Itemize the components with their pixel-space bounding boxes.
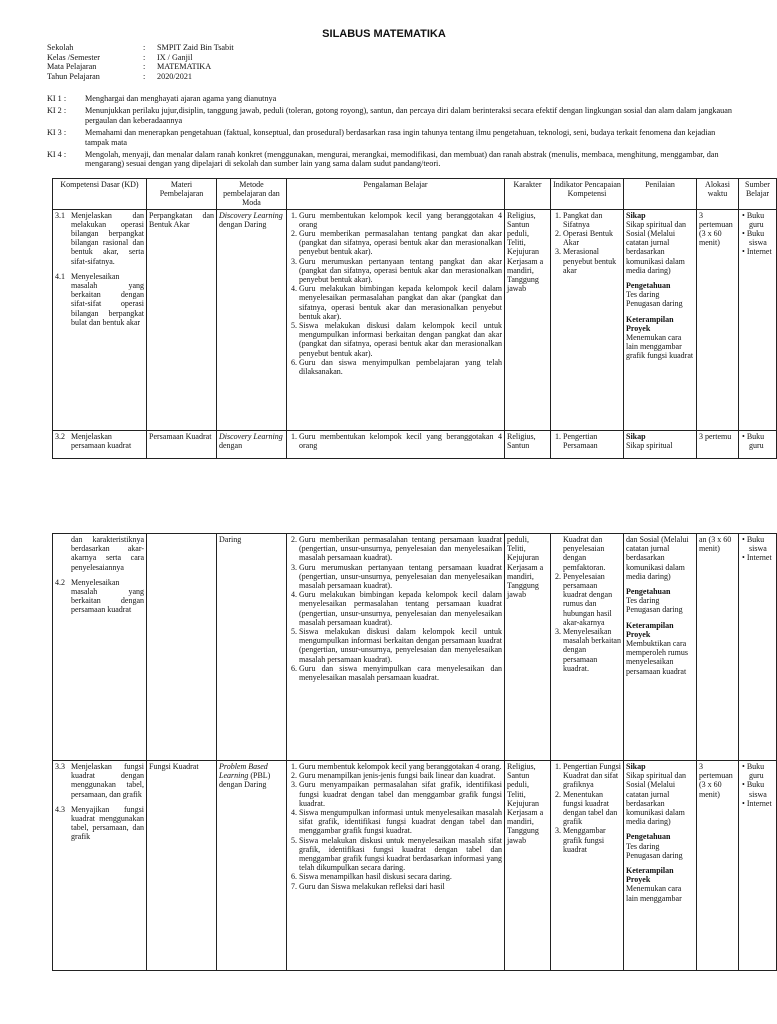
info-key: Kelas /Semester: [47, 52, 100, 62]
metode-italic: Problem Based Learning: [219, 762, 268, 781]
list-item: • Internet: [749, 553, 774, 562]
kd-cell: [53, 430, 147, 458]
info-row: [47, 72, 234, 82]
ki-label: KI 1 :: [47, 94, 67, 103]
kd-text: Menjelaskan persamaan kuadrat: [71, 431, 132, 450]
karakter-cell: Religius, Santun peduli, Teliti, Kejujuran Kerjasam a mandiri, Tanggung jawab: [505, 209, 551, 430]
list-item: 3. Menggambar grafik fungsi kuadrat: [563, 826, 621, 854]
indikator-cell: [551, 209, 624, 430]
ki-item: [47, 94, 737, 103]
penilaian-text: Menemukan cara lain menggambar grafik fungsi kuadrat: [626, 333, 694, 361]
metode-cell: [217, 430, 287, 458]
syllabus-table-page2: [52, 533, 777, 971]
header-kd: Kompetensi Dasar (KD): [53, 179, 147, 210]
table-row: [53, 209, 777, 430]
metode-italic: Discovery Learning: [219, 431, 283, 441]
list-item: • Internet: [749, 799, 774, 808]
sumber-cell: [739, 430, 777, 458]
list-item: 4. Guru melakukan bimbingan kepada kelompok kecil dalam menyelesaikan permasalahan tentang persamaan kuadrat (pengertian, unsur-unsurnya, penyelesaian dan menyelesaikan masalah persamaan kuadrat).: [299, 590, 502, 627]
list-item: 2. Penyelesaian persamaan kuadrat dengan rumus dan hubungan hasil akar-akarnya: [563, 572, 621, 627]
ki-label: KI 4 :: [47, 150, 67, 160]
list-item: • Buku siswa: [749, 780, 774, 798]
ki-text: Menghargai dan menghayati ajaran agama yang dianutnya: [85, 94, 277, 103]
metode-cell: [217, 209, 287, 430]
penilaian-text: Menemukan cara lain menggambar: [626, 884, 682, 903]
kd-number: 4.2: [55, 577, 65, 587]
penilaian-heading: Sikap: [626, 431, 646, 441]
list-item: 5. Siswa melakukan diskusi dalam kelompok kecil untuk mengumpulkan informasi berkaitan dengan persamaan kuadrat (pengertian, unsur-unsurnya, penyelesaian dan menyelesaikan masalah persamaan kuadrat).: [299, 627, 502, 664]
alokasi-cell: 3 pertemuan (3 x 60 menit): [697, 209, 739, 430]
kd-text: Menyelesaikan masalah yang berkaitan dengan persamaan kuadrat: [71, 577, 144, 615]
list-item: • Buku siswa: [749, 535, 774, 553]
penilaian-cell: [624, 761, 697, 971]
header-penilaian: Penilaian: [624, 179, 697, 210]
list-item: 3. Merasional penyebut bentuk akar: [563, 247, 621, 275]
list-item: 3. Guru merumuskan pertanyaan tentang pangkat dan akar (pangkat dan sifatnya, operasi bentuk akar dan merasionalkan penyebut bentuk akar).: [299, 257, 502, 285]
penilaian-text: Sikap spiritual dan Sosial (Melalui catatan jurnal berdasarkan komunikasi dalam media daring): [626, 219, 686, 275]
list-item: 1. Pengertian Fungsi Kuadrat dan sifat grafiknya: [563, 762, 621, 790]
penilaian-heading: Pengetahuan: [626, 281, 671, 291]
metode-text: dengan: [219, 440, 243, 450]
list-item: 4. Guru melakukan bimbingan kepada kelompok kecil dalam menyelesaikan permasalahan pangkat dan akar (pangkat dan sifatnya, operasi bentuk akar dan merasionalkan penyebut bentuk akar).: [299, 284, 502, 321]
metode-text: dengan Daring: [219, 219, 267, 229]
header-indikator: Indikator Pencapaian Kompetensi: [551, 179, 624, 210]
header-pengalaman: Pengalaman Belajar: [287, 179, 505, 210]
metode-italic: Discovery Learning: [219, 210, 283, 220]
info-row: [47, 62, 234, 72]
list-item: 1. Guru membentukan kelompok kecil yang beranggotakan 4 orang: [299, 211, 502, 229]
list-item: • Buku guru: [749, 762, 774, 780]
info-key: Tahun Pelajaran: [47, 71, 100, 81]
info-row: [47, 53, 234, 63]
metode-cell: Daring: [217, 534, 287, 761]
materi-cell: [147, 534, 217, 761]
list-item: 2. Guru menampilkan jenis-jenis fungsi baik linear dan kuadrat.: [299, 771, 502, 780]
list-item: • Internet: [749, 247, 774, 256]
header-row: [53, 179, 777, 210]
table-row: [53, 761, 777, 971]
header-metode: Metode pembelajaran dan Moda: [217, 179, 287, 210]
karakter-cell: Religius, Santun peduli, Teliti, Kejujuran Kerjasam a mandiri, Tanggung jawab: [505, 761, 551, 971]
info-colon: :: [143, 71, 146, 81]
header-alokasi: Alokasi waktu: [697, 179, 739, 210]
info-value: MATEMATIKA: [157, 62, 212, 72]
indikator-cell: [551, 761, 624, 971]
list-item: 2. Guru memberikan permasalahan tentang pangkat dan akar (pangkat dan sifatnya, operasi bentuk akar dan merasionalkan penyebut bentuk akar).: [299, 229, 502, 257]
penilaian-cell: [624, 534, 697, 761]
list-item: 1. Pangkat dan Sifatnya: [563, 211, 621, 229]
ki-item: [47, 150, 737, 169]
kd-number: 3.1: [55, 210, 65, 220]
list-item: 1. Pengertian Persamaan: [563, 432, 621, 450]
penilaian-text: Tes daring Penugasan daring: [626, 290, 683, 309]
kd-text: Menjelaskan dan melakukan operasi bilangan berpangkat bilangan rasional dan bentuk akar, serta sifat-sifatnya.: [71, 210, 144, 266]
table-row: [53, 534, 777, 761]
list-item: 2. Operasi Bentuk Akar: [563, 229, 621, 247]
materi-cell: Perpangkatan dan Bentuk Akar: [147, 209, 217, 430]
sumber-cell: [739, 534, 777, 761]
pengalaman-cell: [287, 534, 505, 761]
list-item: 5. Siswa melakukan diskusi untuk menyelesaikan masalah sifat grafik, identifikasi fungsi kuadrat dengan tabel dan menggambar grafik fungsi kuadrat berdasarkan informasi yang telah dikumpulkan secara daring.: [299, 836, 502, 873]
kd-cell: [53, 209, 147, 430]
karakter-cell: Religius, Santun: [505, 430, 551, 458]
sumber-cell: [739, 209, 777, 430]
alokasi-cell: an (3 x 60 menit): [697, 534, 739, 761]
penilaian-heading: Sikap: [626, 762, 646, 771]
kd-text: Menyelesaikan masalah yang berkaitan dengan sifat-sifat operasi bilangan berpangkat bulat dan bentuk akar: [71, 271, 144, 327]
metode-text: (PBL) dengan Daring: [219, 771, 271, 790]
header-karakter: Karakter: [505, 179, 551, 210]
sumber-cell: [739, 761, 777, 971]
ki-label: KI 3 :: [47, 128, 67, 138]
penilaian-text: dan Sosial (Melalui catatan jurnal berdasarkan komunikasi dalam media daring): [626, 535, 689, 581]
pengalaman-cell: [287, 761, 505, 971]
info-key: Mata Pelajaran: [47, 62, 97, 72]
info-key: Sekolah: [47, 43, 74, 52]
list-item: 1. Guru membentuk kelompok kecil yang beranggotakan 4 orang.: [299, 762, 502, 771]
penilaian-heading: Keterampilan Proyek: [626, 620, 674, 639]
penilaian-text: Sikap spiritual dan Sosial (Melalui catatan jurnal berdasarkan komunikasi dalam media daring): [626, 771, 686, 827]
penilaian-text: Membuktikan cara memperoleh rumus menyelesaikan persamaan kuadrat: [626, 639, 688, 676]
page-title: SILABUS MATEMATIKA: [322, 28, 446, 40]
list-item: 7. Guru dan Siswa melakukan refleksi dari hasil: [299, 882, 502, 891]
kd-cell: [53, 534, 147, 761]
kd-number: 4.3: [55, 804, 65, 814]
list-item: • Buku siswa: [749, 229, 774, 247]
info-value: IX / Ganjil: [157, 52, 193, 62]
list-item: 1. Guru membentukan kelompok kecil yang beranggotakan 4 orang: [299, 432, 502, 450]
pengalaman-cell: [287, 430, 505, 458]
list-item: 5. Siswa melakukan diskusi dalam kelompok kecil untuk mengumpulkan informasi berkaitan dengan pangkat dan akar (pangkat dan sifatnya, operasi bentuk akar dan merasionalkan penyebut bentuk akar).: [299, 321, 502, 358]
penilaian-text: Sikap spiritual: [626, 440, 673, 450]
header-materi: Materi Pembelajaran: [147, 179, 217, 210]
syllabus-table-page1: [52, 178, 777, 459]
alokasi-cell: 3 pertemuan (3 x 60 menit): [697, 761, 739, 971]
indikator-cell: [551, 534, 624, 761]
kd-text: Menjelaskan fungsi kuadrat dengan menggunakan tabel, persamaan, dan grafik: [71, 762, 144, 799]
list-item: 2. Guru memberikan permasalahan tentang persamaan kuadrat (pengertian, unsur-unsurnya, penyelesaian dan menyelesaikan masalah persamaan kuadrat).: [299, 535, 502, 563]
list-item: • Buku guru: [749, 211, 774, 229]
indikator-text: Kuadrat dan penyelesaian dengan pemfaktoran.: [563, 535, 606, 572]
list-item: 6. Siswa menampilkan hasil diskusi secara daring.: [299, 872, 502, 881]
info-colon: :: [143, 52, 146, 62]
list-item: 6. Guru dan siswa menyimpulkan cara menyelesaikan dan menyelesaikan masalah persamaan kuadrat.: [299, 664, 502, 682]
list-item: 3. Menyelesaikan masalah berkaitan dengan persamaan kuadrat.: [563, 627, 621, 673]
kompetensi-inti: [47, 94, 737, 172]
list-item: 4. Siswa mengumpulkan informasi untuk menyelesaikan masalah sifat grafik, identifikasi fungsi kuadrat dengan tabel dan menggambar grafik fungsi kuadrat.: [299, 808, 502, 836]
kd-number: 4.1: [55, 271, 65, 281]
indikator-cell: [551, 430, 624, 458]
penilaian-text: Tes daring Penugasan daring: [626, 841, 683, 860]
list-item: 3. Guru merumuskan pertanyaan tentang persamaan kuadrat (pengertian, unsur-unsurnya, penyelesaian dan menyelesaikan masalah persamaan kuadrat).: [299, 563, 502, 591]
ki-item: [47, 106, 737, 125]
karakter-cell: peduli, Teliti, Kejujuran Kerjasam a mandiri, Tanggung jawab: [505, 534, 551, 761]
kd-text: Menyajikan fungsi kuadrat menggunakan tabel, persamaan, dan grafik: [71, 804, 144, 842]
header-sumber: Sumber Belajar: [739, 179, 777, 210]
info-colon: :: [143, 62, 146, 72]
info-colon: :: [143, 43, 146, 52]
penilaian-cell: [624, 209, 697, 430]
ki-text: Memahami dan menerapkan pengetahuan (faktual, konseptual, dan prosedural) berdasarkan rasa ingin tahunya tentang ilmu pengetahuan, teknologi, seni, budaya terkait fenomena dan kejadian tampak mata: [85, 128, 716, 147]
list-item: 3. Guru menyampaikan permasalahan sifat grafik, identifikasi fungsi kuadrat dengan tabel dan menggambar grafik fungsi kuadrat.: [299, 780, 502, 808]
ki-item: [47, 128, 737, 147]
info-value: SMPIT Zaid Bin Tsabit: [157, 43, 234, 52]
metode-cell: [217, 761, 287, 971]
info-row: [47, 43, 234, 53]
list-item: 6. Guru dan siswa menyimpulkan pembelajaran yang telah dilaksanakan.: [299, 358, 502, 376]
materi-cell: Fungsi Kuadrat: [147, 761, 217, 971]
ki-label: KI 2 :: [47, 106, 67, 116]
penilaian-heading: Pengetahuan: [626, 832, 671, 842]
penilaian-heading: Pengetahuan: [626, 587, 671, 597]
kd-cell: [53, 761, 147, 971]
list-item: • Buku guru: [749, 432, 774, 450]
kd-number: 3.3: [55, 762, 65, 771]
penilaian-heading: Keterampilan Proyek: [626, 314, 674, 333]
alokasi-cell: 3 pertemu: [697, 430, 739, 458]
materi-cell: Persamaan Kuadrat: [147, 430, 217, 458]
ki-text: Menunjukkan perilaku jujur,disiplin, tanggung jawab, peduli (toleran, gotong royong), santun, dan percaya diri dalam berinteraksi secara efektif dengan lingkungan sosial dan alam dalam jangkauan pergaulan dan keberadaannya: [85, 106, 732, 125]
info-value: 2020/2021: [157, 71, 193, 81]
penilaian-heading: Sikap: [626, 210, 646, 220]
penilaian-cell: [624, 430, 697, 458]
kd-number: 3.2: [55, 431, 65, 441]
ki-text: Mengolah, menyaji, dan menalar dalam ranah konkret (menggunakan, mengurai, merangkai, memodifikasi, dan membuat) dan ranah abstrak (menulis, membaca, menghitung, menggambar, dan mengarang) sesuai dengan yang dipelajari di sekolah dan sumber lain yang sama dalam sudut pandang/teori.: [85, 150, 719, 169]
list-item: 2. Menentukan fungsi kuadrat dengan tabel dan grafik: [563, 790, 621, 827]
penilaian-text: Tes daring Penugasan daring: [626, 596, 683, 615]
pengalaman-cell: [287, 209, 505, 430]
school-info: [47, 43, 234, 81]
penilaian-heading: Keterampilan Proyek: [626, 866, 674, 885]
kd-text: dan karakteristiknya berdasarkan akar-akarnya serta cara penyelesaiannya: [71, 535, 144, 572]
table-row: [53, 430, 777, 458]
